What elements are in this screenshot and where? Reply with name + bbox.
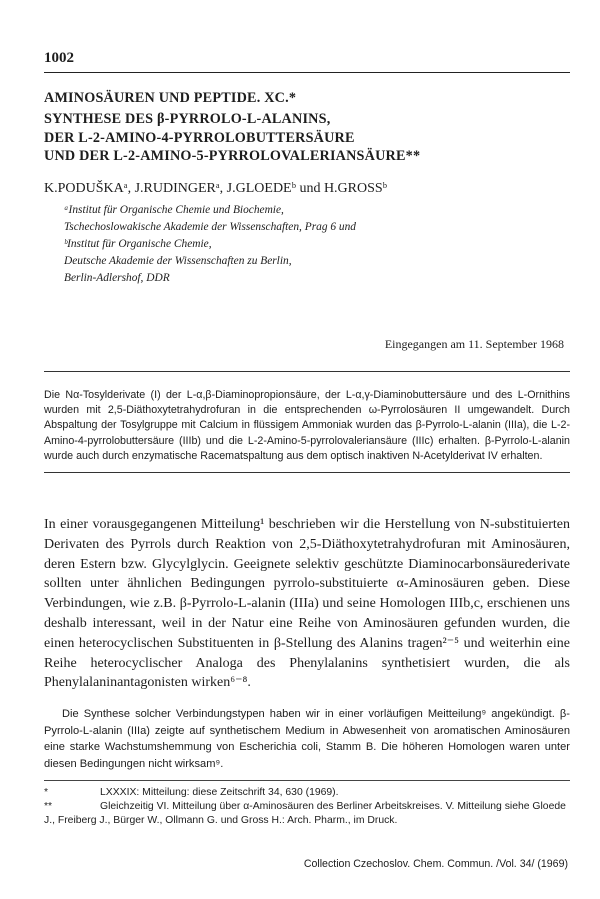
footnote [44, 800, 570, 828]
affiliation-line: ᵃInstitut für Organische Chemie und Biochemie, [64, 204, 284, 216]
author-list: K.PODUŠKAᵃ, J.RUDINGERᵃ, J.GLOEDEᵇ und H.GROSSᵇ [44, 181, 388, 196]
affiliation-line: ᵇInstitut für Organische Chemie, [64, 238, 212, 250]
title-line-1: AMINOSÄUREN UND PEPTIDE. XC.* [44, 90, 297, 106]
affiliation-line: Deutsche Akademie der Wissenschaften zu Berlin, [64, 255, 292, 267]
abstract: Die Nα-Tosylderivate (I) der L-α,β-Diaminopropionsäure, der L-α,γ-Diaminobuttersäure und des L-Ornithins wurden mit 2,5-Diäthoxytetrahydrofuran in die entsprechenden ω-Pyrrolosäuren II umgewandelt. Durch Abspaltung der Tosylgruppe mit Calcium in flüssigem Ammoniak wurden das β-Pyrrolo-L-alanin (IIIa), die L-2-Amino-4-pyrrolobuttersäure (IIIb) und die L-2-Amino-5-pyrrolovaleriansäure (IIIc) erhalten. β-Pyrrolo-L-alanin wurde auch durch enzymatische Racematspaltung aus dem optisch inaktiven N-Acetylderivat IV erhalten. [44, 389, 570, 462]
affiliation-line: Tschechoslowakische Akademie der Wissenschaften, Prag 6 und [64, 221, 357, 233]
footnote-text: Gleichzeitig VI. Mitteilung über α-Aminosäuren des Berliner Arbeitskreises. V. Mitteilung siehe Gloede J., Freiberg J., Bürger W., Ollmann G. und Gross H.: Arch. Pharm., im Druck. [44, 801, 566, 827]
footnote-mark: ** [44, 801, 53, 812]
title-line-3: DER L-2-AMINO-4-PYRROLOBUTTERSÄURE [44, 130, 355, 146]
title-line-2: SYNTHESE DES β-PYRROLO-L-ALANINS, [44, 111, 331, 127]
footnote [44, 786, 570, 800]
footnote-divider [44, 780, 570, 781]
journal-footer: Collection Czechoslov. Chem. Commun. /Vol. 34/ (1969) [303, 858, 568, 870]
footnote-text: LXXXIX: Mitteilung: diese Zeitschrift 34, 630 (1969). [100, 787, 339, 798]
body-paragraph-2: Die Synthese solcher Verbindungstypen haben wir in einer vorläufigen Meitteilung⁹ angekündigt. β-Pyrrolo-L-alanin (IIIa) zeigte auf synthetischem Medium in Abwesenheit von aromatischen Aminosäuren eine starke Wachstumshemmung von Escherichia coli, Stamm B. Die höheren Homologen waren unter diesen Bedingungen nicht wirksam⁹. [44, 708, 570, 770]
page-number: 1002 [44, 50, 74, 66]
header-rule [44, 72, 570, 73]
title-line-4: UND DER L-2-AMINO-5-PYRROLOVALERIANSÄURE** [44, 148, 421, 164]
received-date: Eingegangen am 11. September 1968 [384, 337, 564, 351]
body-paragraph-1: In einer vorausgegangenen Mitteilung¹ beschrieben wir die Herstellung von N-substituierten Derivaten des Pyrrols durch Reaktion von 2,5-Diäthoxytetrahydrofuran mit Aminosäuren, deren Estern bzw. Glycylglycin. Geeignete selektiv geschützte Diaminocarbonsäurederivate sollten unter ähnlichen Bedingungen pyrrolo-substituierte α-Aminosäuren geben. Diese Verbindungen, wie z.B. β-Pyrrolo-L-alanin (IIIa) und seine Homologen IIIb,c, erschienen uns deshalb interessant, weil in der Natur eine Reihe von Aminosäuren gefunden wurden, die einen heterocyclischen Substituenten in β-Stellung des Alanins tragen²⁻⁵ und weiterhin eine Reihe heterocyclischer Analoga des Phenylalanins synthetisiert wurden, die als Phenylalaninantagonisten wirken⁶⁻⁸. [44, 517, 570, 691]
affiliation-line: Berlin-Adlershof, DDR [64, 272, 170, 284]
footnote-mark: * [44, 787, 49, 798]
